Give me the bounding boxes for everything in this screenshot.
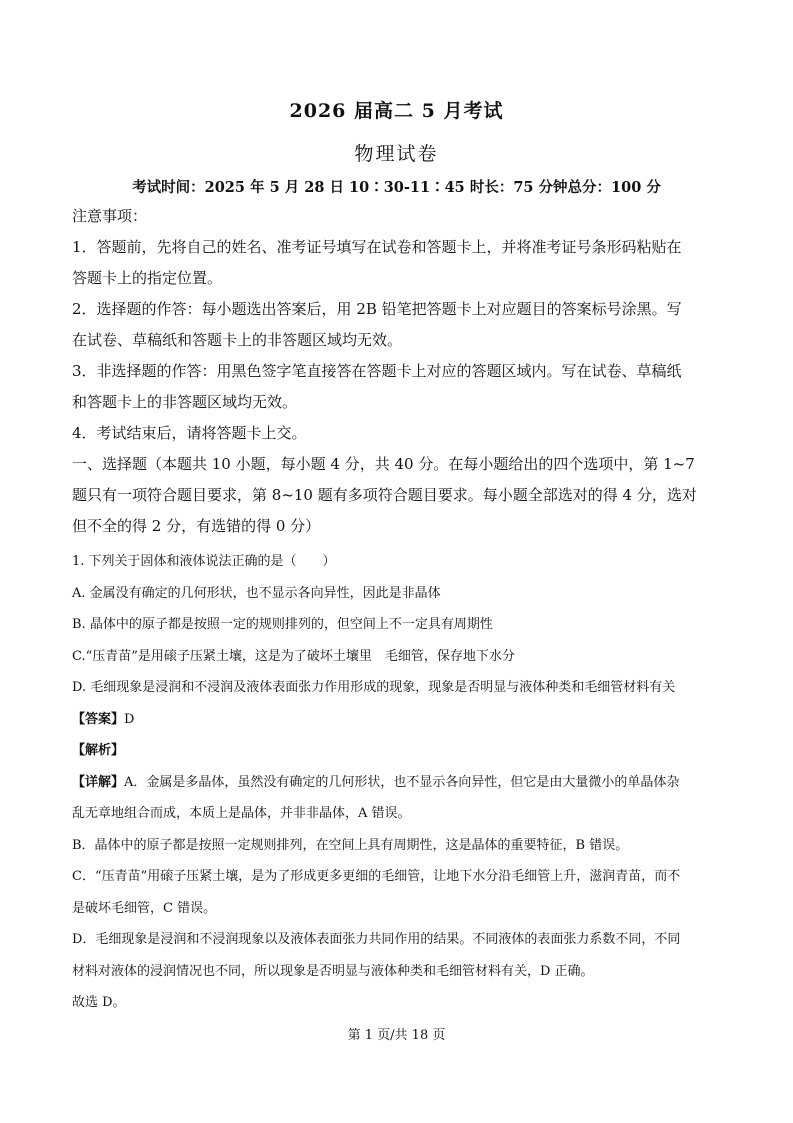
notes-section [72, 201, 724, 542]
question-stem: 1. 下列关于固体和液体说法正确的是（ ） [72, 554, 336, 569]
section-heading: 一、选择题（本题共 10 小题，每小题 4 分，共 40 分。在每小题给出的四个选项中，第 1~7 [72, 455, 695, 473]
answer-line [72, 704, 724, 736]
detail-label: 【详解】 [72, 774, 125, 790]
option-a: A. 金属没有确定的几何形状，也不显示各向异性，因此是非晶体 [72, 585, 441, 601]
detail-line: 材料对液体的浸润情况也不同，所以现象是否明显与液体种类和毛细管材料有关，D 正确。 [72, 963, 594, 979]
exam-info: 考试时间：2025 年 5 月 28 日 10∶30-11∶45 时长：75 分钟总分：100 分 [132, 179, 661, 196]
detail-text: A．金属是多晶体，虽然没有确定的几何形状，也不显示各向异性，但它是由大量微小的单晶体杂 [124, 774, 680, 790]
section-line: 题只有一项符合题目要求，第 8~10 题有多项符合题目要求。每小题全部选对的得 4 分，选对 [72, 486, 697, 504]
page-number: 第 1 页/共 18 页 [347, 1028, 446, 1043]
detail-line: 乱无章地组合而成，本质上是晶体，并非非晶体，A 错误。 [72, 806, 411, 821]
notes-line: 2．选择题的作答：每小题选出答案后，用 2B 铅笔把答题卡上对应题目的答案标号涂黑。写 [72, 300, 682, 318]
notes-line: 在试卷、草稿纸和答题卡上的非答题区域均无效。 [72, 331, 403, 349]
notes-line: 和答题卡上的非答题区域均无效。 [72, 393, 298, 411]
notes-line: 4．考试结束后，请将答题卡上交。 [72, 424, 307, 442]
section-line: 但不全的得 2 分，有选错的得 0 分） [72, 517, 321, 535]
answer-value: D [124, 711, 135, 727]
notes-line: 答题卡上的指定位置。 [72, 269, 223, 287]
notes-line: 1．答题前，先将自己的姓名、准考证号填写在试卷和答题卡上，并将准考证号条形码粘贴在 [72, 238, 682, 256]
detail-line [72, 767, 724, 799]
detail-line: 是破坏毛细管，C 错误。 [72, 900, 217, 916]
notes-line: 3．非选择题的作答：用黑色签字笔直接答在答题卡上对应的答题区域内。写在试卷、草稿纸 [72, 362, 682, 380]
answer-label: 【答案】 [72, 711, 125, 727]
option-b: B. 晶体中的原子都是按照一定的规则排列的，但空间上不一定具有周期性 [72, 617, 493, 632]
conclusion-line: 故选 D。 [72, 995, 126, 1010]
question-1 [72, 546, 724, 1019]
exam-subtitle: 物理试卷 [354, 143, 439, 165]
option-d: D. 毛细现象是浸润和不浸润及液体表面张力作用形成的现象，现象是否明显与液体种类和毛细管材料有关 [72, 680, 676, 695]
detail-line: D．毛细现象是浸润和不浸润现象以及液体表面张力共同作用的结果。不同液体的表面张力系数不同，不同 [72, 932, 681, 947]
notes-heading: 注意事项： [72, 207, 148, 225]
exam-title: 2026 届高二 5 月考试 [289, 100, 504, 122]
detail-line: B．晶体中的原子都是按照一定规则排列，在空间上具有周期性，这是晶体的重要特征，B 错误。 [72, 837, 629, 853]
option-c: C.“压青苗”是用磙子压紧土壤，这是为了破坏土壤里 毛细管，保存地下水分 [72, 648, 515, 664]
detail-line: C．“压青苗”用磙子压紧土壤，是为了形成更多更细的毛细管，让地下水分沿毛细管上升，滋润青苗，而不 [72, 869, 681, 884]
analysis-label: 【解析】 [72, 743, 125, 758]
